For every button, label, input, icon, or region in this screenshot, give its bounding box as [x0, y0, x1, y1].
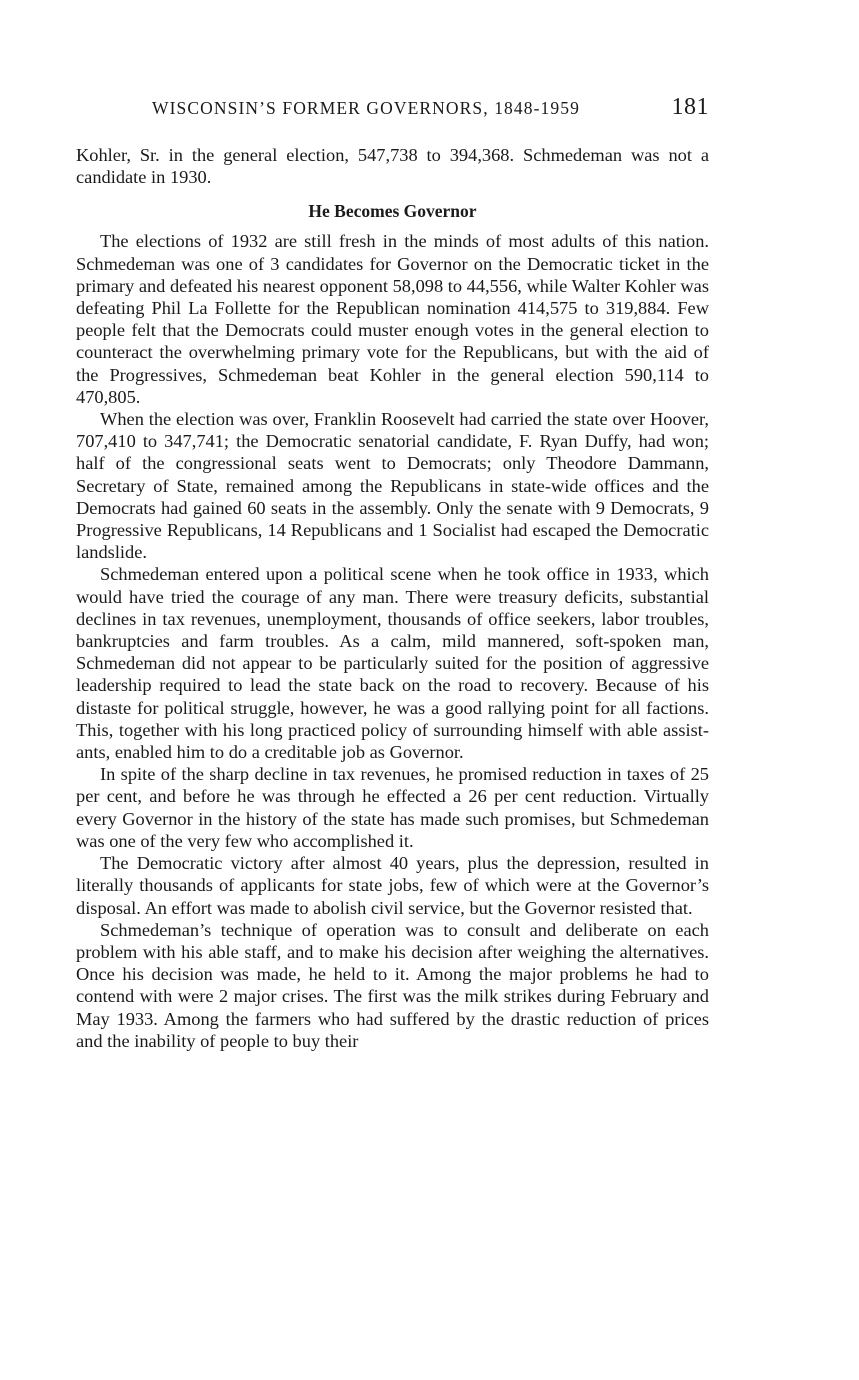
- section-heading: He Becomes Governor: [308, 201, 477, 222]
- paragraph-tax-reduction: In spite of the sharp decline in tax revenues, he promised reduction in taxes of 25 per cent, and before he was through he effected a 26 per cent reduction. Virtually every Governor in the history of the state has made such promises, but Schmedeman was one of the very few who accomplished it.: [76, 764, 709, 851]
- running-header: [76, 94, 709, 128]
- paragraph-1932-elections: The elections of 1932 are still fresh in the minds of most adults of this nation. Schmedeman was one of 3 candidates for Governor on the Democratic ticket in the primary and defeated his nearest opponent 58,098 to 44,556, while Walter Kohler was defeating Phil La Follette for the Republican nomination 414,575 to 319,884. Few people felt that the Democrats could muster enough votes in the general election to counteract the overwhelming primary vote for the Republicans, but with the aid of the Progressives, Schmedeman beat Kohler in the general election 590,114 to 470,805.: [76, 231, 709, 407]
- body-text: [76, 144, 709, 1052]
- running-title: WISCONSIN’S FORMER GOVERNORS, 1848-1959: [152, 98, 580, 118]
- page-number: 181: [671, 94, 709, 120]
- paragraph-taking-office: Schmedeman entered upon a political scene when he took office in 1933, which would have tried the courage of any man. There were treasury deficits, substantial declines in tax revenues, unemployment, thousands of office seekers, labor troubles, bankruptcies and farm troubles. As a calm, mild mannered, soft-spoken man, Schmedeman did not appear to be particularly suited for the position of aggressive leadership required to lead the state back on the road to recovery. Because of his distaste for political struggle, however, he was a good rallying point for all factions. This, together with his long practiced policy of surrounding himself with able assistants, enabled him to do a creditable job as Governor.: [76, 564, 709, 763]
- opening-paragraph: Kohler, Sr. in the general election, 547,738 to 394,368. Schmedeman was not a candidate in 1930.: [76, 145, 709, 188]
- book-page: [76, 94, 709, 1052]
- paragraph-election-results: When the election was over, Franklin Roosevelt had carried the state over Hoover, 707,410 to 347,741; the Democratic senatorial candidate, F. Ryan Duffy, had won; half of the congressional seats went to Democrats; only Theodore Dammann, Secretary of State, remained among the Republicans in state-wide offices and the Democrats had gained 60 seats in the assembly. Only the senate with 9 Democrats, 9 Progressive Republicans, 14 Republicans and 1 Socialist had escaped the Democratic landslide.: [76, 409, 709, 563]
- paragraph-technique-of-operation: Schmedeman’s technique of operation was to consult and deliberate on each problem with his able staff, and to make his decision after weighing the alternatives. Once his decision was made, he held to it. Among the major problems he had to contend with were 2 major crises. The first was the milk strikes during February and May 1933. Among the farmers who had suffered by the drastic reduction of prices and the inability of people to buy their: [76, 919, 709, 1051]
- paragraph-state-jobs: The Democratic victory after almost 40 years, plus the depression, resulted in literally thousands of applicants for state jobs, few of which were at the Governor’s disposal. An effort was made to abolish civil service, but the Governor resisted that.: [76, 853, 709, 918]
